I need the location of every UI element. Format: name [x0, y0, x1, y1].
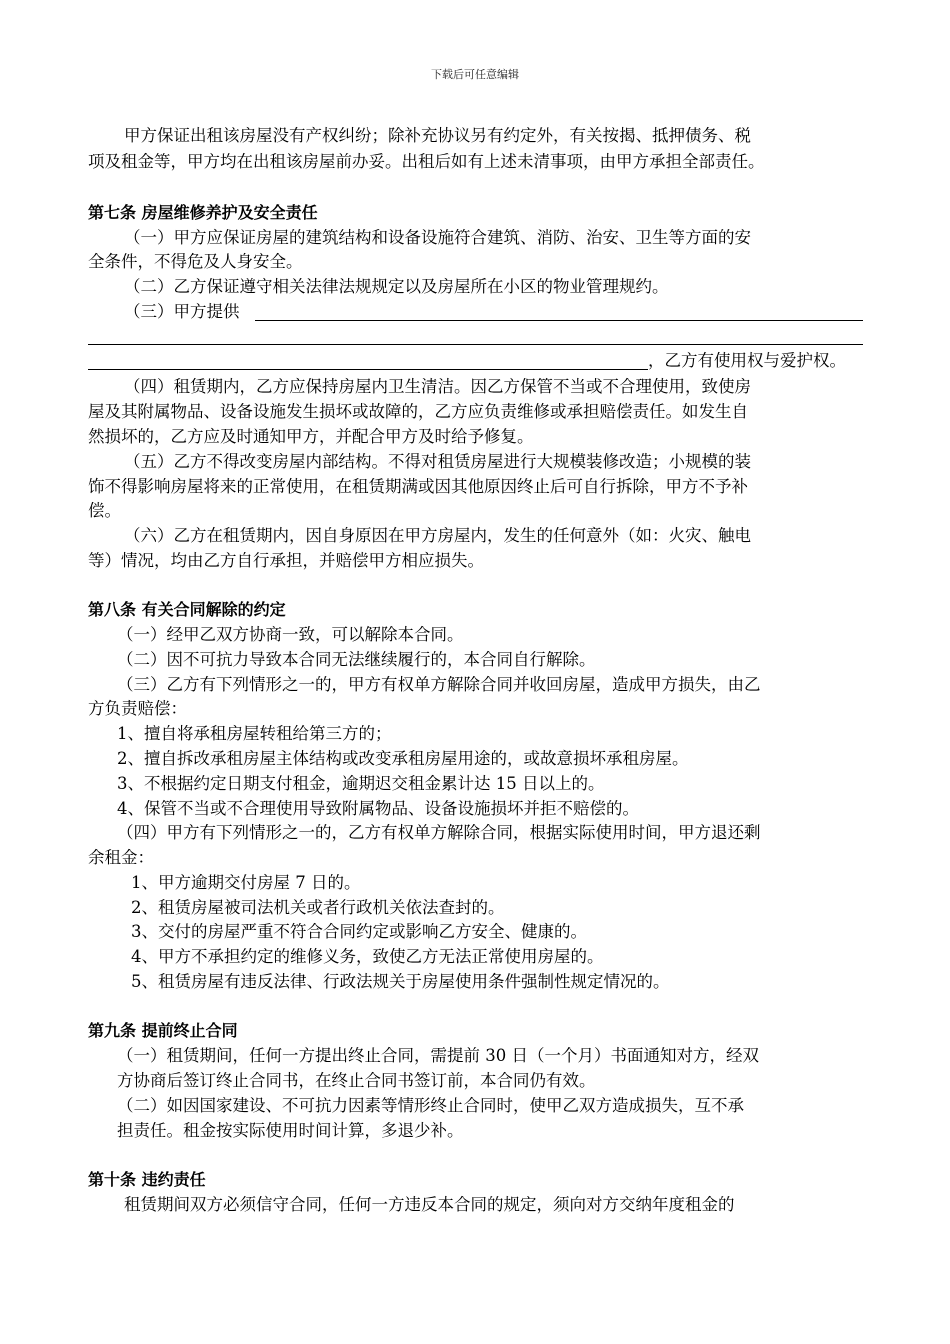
- list-item: 4、保管不当或不合理使用导致附属物品、设备设施损坏并拒不赔偿的。: [117, 799, 639, 818]
- blank-fill-line: [88, 344, 863, 345]
- list-item: 5、租赁房屋有违反法律、行政法规关于房屋使用条件强制性规定情况的。: [131, 972, 670, 991]
- paragraph-line: 余租金：: [88, 848, 154, 867]
- paragraph-line: 饰不得影响房屋将来的正常使用，在租赁期满或因其他原因终止后可自行拆除，甲方不予补: [88, 477, 748, 496]
- paragraph-line: 方负责赔偿：: [88, 699, 187, 718]
- paragraph-line: 方协商后签订终止合同书，在终止合同书签订前，本合同仍有效。: [117, 1071, 596, 1090]
- blank-fill-line: [255, 320, 863, 321]
- paragraph-line: 担责任。租金按实际使用时间计算，多退少补。: [117, 1121, 464, 1140]
- list-item: 1、擅自将承租房屋转租给第三方的；: [117, 724, 392, 743]
- list-item: 2、擅自拆改承租房屋主体结构或改变承租房屋用途的，或故意损坏承租房屋。: [117, 749, 689, 768]
- list-item: 3、交付的房屋严重不符合合同约定或影响乙方安全、健康的。: [131, 922, 587, 941]
- paragraph-line: （三）乙方有下列情形之一的，甲方有权单方解除合同并收回房屋，造成甲方损失，由乙: [117, 675, 761, 694]
- blank-fill-line: [88, 369, 648, 370]
- paragraph-line: （一）租赁期间，任何一方提出终止合同，需提前 30 日（一个月）书面通知对方，经双: [117, 1046, 759, 1065]
- list-item: 4、甲方不承担约定的维修义务，致使乙方无法正常使用房屋的。: [131, 947, 604, 966]
- section-heading-9: 第九条 提前终止合同: [88, 1021, 238, 1040]
- paragraph-line: （四）甲方有下列情形之一的，乙方有权单方解除合同，根据实际使用时间，甲方退还剩: [117, 823, 761, 842]
- paragraph-line: （五）乙方不得改变房屋内部结构。不得对租赁房屋进行大规模装修改造；小规模的装: [124, 452, 751, 471]
- paragraph-line: ，乙方有使用权与爱护权。: [648, 351, 846, 370]
- paragraph-line: （二）如因国家建设、不可抗力因素等情形终止合同时，使甲乙双方造成损失，互不承: [117, 1096, 744, 1115]
- list-item: 3、不根据约定日期支付租金，逾期迟交租金累计达 15 日以上的。: [117, 774, 605, 793]
- paragraph-line: 等）情况，均由乙方自行承担，并赔偿甲方相应损失。: [88, 551, 484, 570]
- paragraph-line: 屋及其附属物品、设备设施发生损坏或故障的，乙方应负责维修或承担赔偿责任。如发生自: [88, 402, 748, 421]
- section-heading-10: 第十条 违约责任: [88, 1170, 206, 1189]
- paragraph-line: （六）乙方在租赁期内，因自身原因在甲方房屋内，发生的任何意外（如：火灾、触电: [124, 526, 751, 545]
- paragraph-line: 然损坏的，乙方应及时通知甲方，并配合甲方及时给予修复。: [88, 427, 534, 446]
- paragraph-line: 租赁期间双方必须信守合同，任何一方违反本合同的规定，须向对方交纳年度租金的: [124, 1195, 735, 1214]
- paragraph-line: 项及租金等，甲方均在出租该房屋前办妥。出租后如有上述未清事项，由甲方承担全部责任。: [88, 152, 765, 171]
- paragraph-line: 偿。: [88, 501, 121, 520]
- list-item: 1、甲方逾期交付房屋 7 日的。: [131, 873, 361, 892]
- paragraph-line: （四）租赁期内，乙方应保持房屋内卫生清洁。因乙方保管不当或不合理使用，致使房: [124, 377, 751, 396]
- list-item: 2、租赁房屋被司法机关或者行政机关依法查封的。: [131, 898, 505, 917]
- paragraph-line: 甲方保证出租该房屋没有产权纠纷；除补充协议另有约定外，有关按揭、抵押债务、税: [124, 126, 751, 145]
- paragraph-line: （三）甲方提供: [124, 302, 240, 321]
- paragraph-line: （一）甲方应保证房屋的建筑结构和设备设施符合建筑、消防、治安、卫生等方面的安: [124, 228, 751, 247]
- paragraph-line: （二）乙方保证遵守相关法律法规规定以及房屋所在小区的物业管理规约。: [124, 277, 669, 296]
- paragraph-line: （一）经甲乙双方协商一致，可以解除本合同。: [117, 625, 464, 644]
- paragraph-line: 全条件，不得危及人身安全。: [88, 252, 303, 271]
- paragraph-line: （二）因不可抗力导致本合同无法继续履行的，本合同自行解除。: [117, 650, 596, 669]
- page-header: 下载后可任意编辑: [431, 68, 519, 81]
- section-heading-8: 第八条 有关合同解除的约定: [88, 600, 286, 619]
- section-heading-7: 第七条 房屋维修养护及安全责任: [88, 203, 318, 222]
